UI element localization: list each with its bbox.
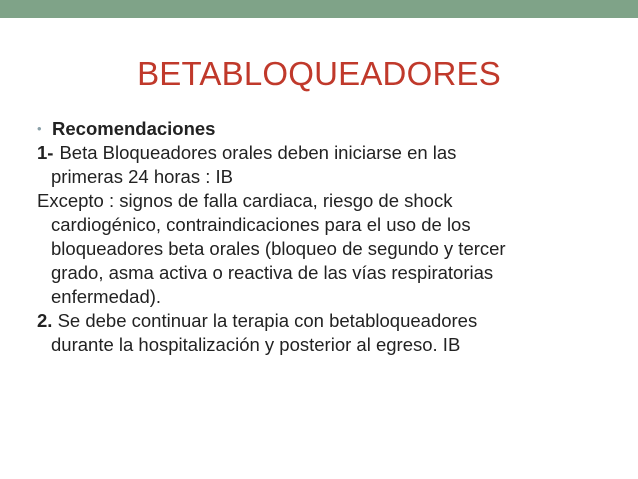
item1-line2 — [37, 165, 627, 189]
exception-text-2: cardiogénico, contraindicaciones para el uso de los — [51, 214, 471, 235]
exception-text-1: Excepto : signos de falla cardiaca, riesgo de shock — [37, 190, 453, 211]
recommendations-heading: Recomendaciones — [52, 118, 216, 139]
item2-line2 — [37, 333, 627, 357]
exception-line5 — [37, 285, 627, 309]
bullet-icon: • — [37, 121, 42, 136]
exception-line2 — [37, 213, 627, 237]
exception-line3 — [37, 237, 627, 261]
slide-top-bar — [0, 0, 638, 18]
item2-line1 — [37, 309, 627, 333]
exception-text-4: grado, asma activa o reactiva de las vías respiratorias — [51, 262, 494, 283]
slide-body — [37, 117, 627, 357]
exception-line4 — [37, 261, 627, 285]
exception-text-5: enfermedad). — [51, 286, 162, 307]
item1-text-2: primeras 24 horas : IB — [51, 166, 233, 187]
item1-text-1: Beta Bloqueadores orales deben iniciarse en las — [59, 142, 457, 163]
item2-marker: 2. — [37, 310, 53, 331]
item2-text-1: Se debe continuar la terapia con betabloqueadores — [57, 310, 478, 331]
item1-line1 — [37, 141, 627, 165]
item2-text-2: durante la hospitalización y posterior al egreso. IB — [51, 334, 461, 355]
exception-text-3: bloqueadores beta orales (bloqueo de segundo y tercer — [51, 238, 506, 259]
slide-title: BETABLOQUEADORES — [137, 55, 501, 92]
exception-line1 — [37, 189, 627, 213]
item1-marker: 1- — [37, 142, 54, 163]
heading-line — [37, 117, 627, 141]
